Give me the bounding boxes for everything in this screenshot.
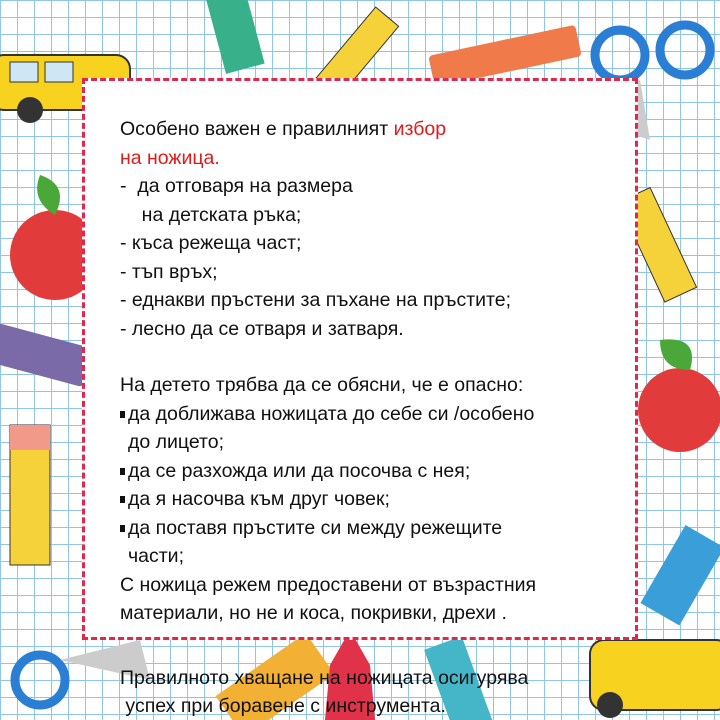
danger-text: да поставя пръстите си между режещите (128, 516, 503, 539)
heading (120, 115, 600, 144)
danger-text-cont: до лицето; (128, 431, 225, 453)
danger-item (120, 400, 600, 429)
materials-text: С ножица режем предоставени от възрастния (120, 573, 537, 596)
heading-highlight: избор (393, 118, 447, 140)
danger-item (120, 514, 600, 543)
footer-line: Правилното хващане на ножицата осигурява (120, 667, 529, 689)
crayon-green-icon (205, 0, 264, 74)
requirement-item: - лесно да се отваря и затваря. (120, 317, 404, 340)
requirement-item: - тъп връх; (120, 260, 218, 283)
materials-text: материали, но не и коса, покривки, дрехи . (120, 602, 507, 624)
footer-line: успех при боравене с инструмента. (120, 695, 446, 717)
heading-highlight-2: на ножица. (120, 146, 220, 169)
footer-text (120, 664, 528, 720)
danger-text-cont: части; (128, 545, 184, 567)
heading-text: Особено важен е правилният (120, 118, 394, 140)
danger-text: да се разхожда или да посочва с нея; (128, 459, 471, 482)
requirement-item: - еднакви пръстени за пъхане на пръстите; (120, 289, 512, 311)
requirement-item: на детската ръка; (120, 203, 302, 226)
main-text (120, 115, 600, 628)
danger-text: да я насочва към друг човек; (128, 488, 390, 510)
apple-right-icon (638, 339, 720, 452)
crayon-blue-icon (640, 525, 720, 625)
bullet-icon (120, 496, 125, 503)
bullet-icon (120, 525, 125, 532)
danger-intro: На детето трябва да се обясни, че е опасно: (120, 374, 524, 396)
school-bus-bottom-icon (590, 640, 720, 718)
pencil-left-icon (10, 425, 50, 565)
danger-item (120, 457, 600, 486)
bullet-icon (120, 468, 125, 475)
requirement-item: - къса режеща част; (120, 232, 302, 254)
crayon-purple-icon (0, 323, 93, 388)
requirement-item: - да отговаря на размера (120, 175, 353, 197)
danger-text: да доближава ножицата до себе си /особено (128, 402, 535, 425)
bullet-icon (120, 411, 125, 418)
danger-item (120, 485, 600, 514)
